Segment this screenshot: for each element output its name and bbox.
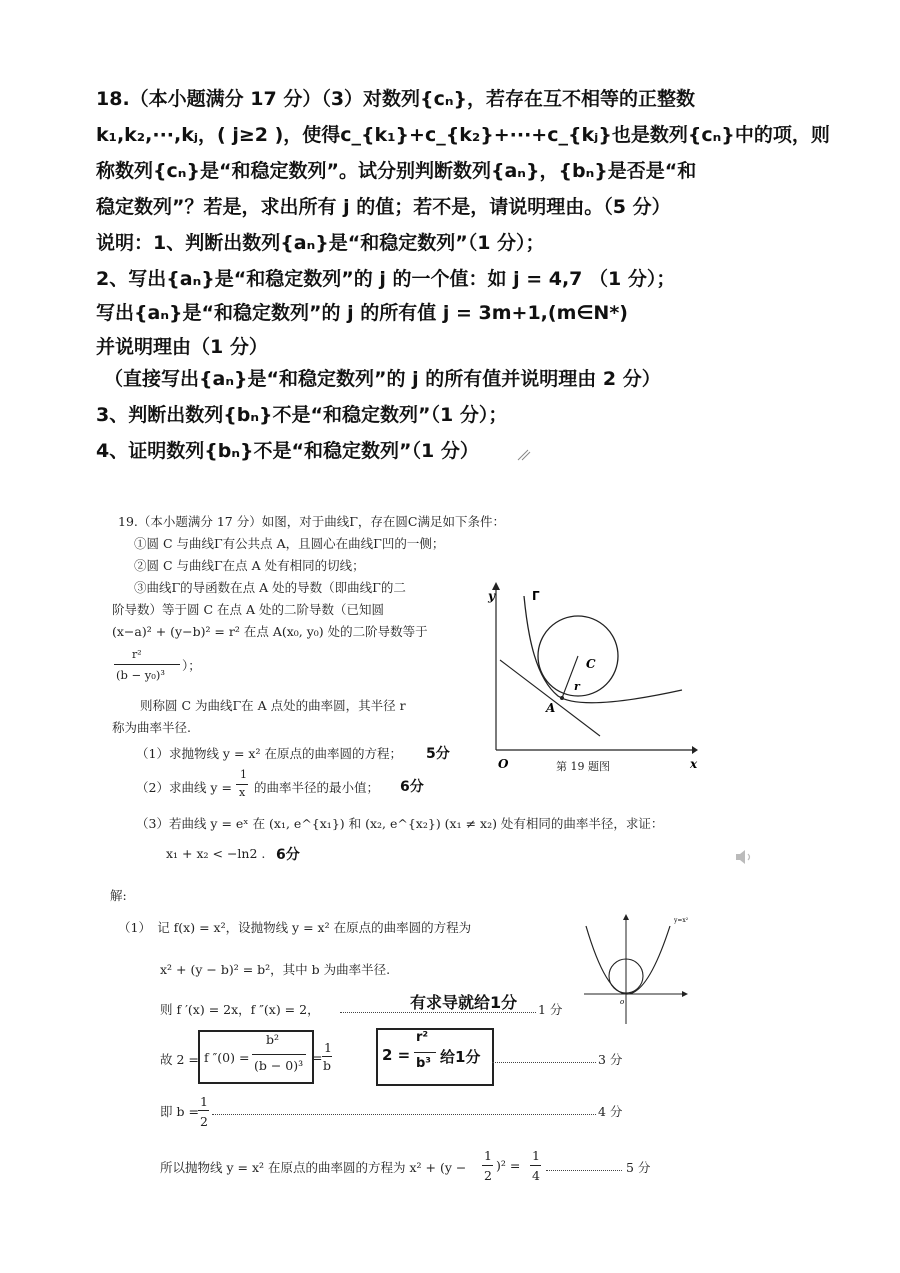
solution-score-4: 5 分: [626, 1160, 651, 1175]
q19-part-1-score: 5分: [426, 746, 450, 762]
q19-fraction-tail: ）；: [182, 658, 201, 673]
solution-line-6b: )² =: [496, 1158, 521, 1173]
solution-line-2: x² + (y − b)² = b²，其中 b 为曲率半径.: [160, 962, 391, 977]
q19-part-1: （1）求抛物线 y = x² 在原点的曲率圆的方程；: [136, 746, 402, 761]
solution-line-6a: 所以抛物线 y = x² 在原点的曲率圆的方程为 x² + (y −: [160, 1160, 467, 1175]
solution-eq: =: [312, 1050, 323, 1065]
q18-line-5: 说明：1、判断出数列{aₙ}是“和稳定数列”（1 分）；: [96, 232, 545, 254]
solution-box-1-num: b²: [266, 1032, 280, 1047]
solution-box-1-bar: [252, 1054, 306, 1055]
q19-line-9: 称为曲率半径.: [112, 720, 191, 735]
solution-box-1-den: (b − 0)³: [254, 1058, 304, 1073]
solution-note-1: 有求导就给1分: [410, 993, 518, 1012]
fig-r-label: r: [574, 680, 580, 693]
q19-part-2a: （2）求曲线 y =: [136, 780, 232, 795]
q18-line-2: k₁,k₂,···,kⱼ，( j≥2 )，使得c_{k₁}+c_{k₂}+···+c_{kⱼ}也是数列{cₙ}中的项，则: [96, 124, 830, 146]
solution-line-1: （1） 记 f(x) = x²，设抛物线 y = x² 在原点的曲率圆的方程为: [118, 920, 472, 935]
solution-score-3: 4 分: [598, 1104, 623, 1119]
q18-line-8: 并说明理由（1 分）: [96, 336, 268, 358]
q18-line-10: 3、判断出数列{bₙ}不是“和稳定数列”（1 分）；: [96, 404, 508, 426]
q18-line-1: 18.（本小题满分 17 分）（3）对数列{cₙ}，若存在互不相等的正整数: [96, 88, 696, 110]
speaker-icon[interactable]: [734, 848, 754, 866]
fig-c-label: C: [586, 657, 596, 671]
q19-line-2: ①圆 C 与曲线Γ有公共点 A，且圆心在曲线Γ凹的一侧；: [134, 536, 445, 551]
solution-final-den2: 4: [532, 1168, 540, 1183]
solution-parabola-figure: [574, 912, 690, 1032]
q19-part-2b: 的曲率半径的最小值；: [254, 780, 380, 795]
solution-score-1: 1 分: [538, 1002, 563, 1017]
solution-b-den: 2: [200, 1114, 208, 1129]
q19-part-3b: x₁ + x₂ < −ln2 .: [166, 846, 266, 861]
solution-line-5a: 即 b =: [160, 1104, 199, 1119]
solution-dots-4: [546, 1170, 622, 1171]
q19-part-2-den: x: [239, 786, 246, 799]
q19-fraction-bar: [114, 664, 180, 665]
q19-line-4: ③曲线Γ的导函数在点 A 处的导数（即曲线Γ的二: [134, 580, 406, 595]
fig-x-label: x: [690, 757, 698, 771]
solution-b-bar: [198, 1110, 209, 1111]
solution-final-den: 2: [484, 1168, 492, 1183]
q19-part-2-bar: [236, 784, 248, 785]
q19-line-6: (x−a)² + (y−b)² = r² 在点 A(x₀, y₀) 处的二阶导数等于: [112, 624, 428, 639]
solution-dots-2: [492, 1062, 596, 1063]
q18-line-4: 稳定数列”？若是，求出所有 j 的值；若不是，请说明理由。（5 分）: [96, 196, 671, 218]
solution-final-num2: 1: [532, 1148, 540, 1163]
solution-final-num: 1: [484, 1148, 492, 1163]
mini-fig-origin: o: [620, 998, 625, 1006]
solution-frac2-num: 1: [324, 1040, 332, 1055]
solution-frac2-bar: [322, 1056, 332, 1057]
solution-line-3: 则 f ′(x) = 2x，f ″(x) = 2，: [160, 1002, 320, 1017]
solution-box-2-den: b³: [416, 1056, 431, 1071]
solution-head: 解:: [110, 888, 127, 903]
q18-line-3: 称数列{cₙ}是“和稳定数列”。试分别判断数列{aₙ}，{bₙ}是否是“和: [96, 160, 697, 182]
solution-final-bar2: [530, 1165, 541, 1166]
q18-line-11: 4、证明数列{bₙ}不是“和稳定数列”（1 分）: [96, 440, 479, 462]
q19-part-3-score: 6分: [276, 847, 300, 863]
fig-gamma-label: Γ: [532, 589, 540, 603]
q19-line-1: 19.（本小题满分 17 分）如图，对于曲线Γ，存在圆C满足如下条件：: [118, 514, 505, 529]
solution-line-4a: 故 2 =: [160, 1052, 199, 1067]
solution-box-1-text: f ″(0) =: [204, 1050, 250, 1065]
solution-score-2: 3 分: [598, 1052, 623, 1067]
q19-part-2-score: 6分: [400, 779, 424, 795]
q19-fraction-den: (b − y₀)³: [116, 668, 165, 682]
q19-part-2-num: 1: [240, 768, 247, 781]
q19-figure-caption: 第 19 题图: [556, 760, 610, 773]
fig-y-label: y: [488, 589, 495, 603]
q19-fraction-num: r²: [132, 648, 142, 661]
solution-dots-3: [212, 1114, 596, 1115]
q18-line-9: （直接写出{aₙ}是“和稳定数列”的 j 的所有值并说明理由 2 分）: [104, 368, 661, 390]
solution-final-bar: [482, 1165, 493, 1166]
solution-box-2-bar: [414, 1052, 436, 1053]
q19-line-8: 则称圆 C 为曲线Γ在 A 点处的曲率圆，其半径 r: [140, 698, 406, 713]
q18-line-6: 2、写出{aₙ}是“和稳定数列”的 j 的一个值：如 j = 4,7 （1 分）；: [96, 268, 676, 290]
pen-mark-icon: [516, 448, 532, 462]
mini-fig-label: y=x²: [674, 917, 689, 924]
solution-box-2-b: 给1分: [440, 1048, 481, 1066]
solution-box-2-a: 2 =: [382, 1046, 411, 1064]
solution-b-num: 1: [200, 1094, 208, 1109]
q19-line-5: 阶导数）等于圆 C 在点 A 处的二阶导数（已知圆: [112, 602, 384, 617]
solution-frac2-den: b: [323, 1058, 332, 1073]
fig-origin-label: O: [498, 757, 509, 771]
q19-figure: [470, 578, 700, 778]
fig-a-label: A: [546, 701, 556, 715]
solution-box-2-num: r²: [416, 1030, 429, 1045]
q19-part-3: （3）若曲线 y = eˣ 在 (x₁, e^{x₁}) 和 (x₂, e^{x₂}) (x₁ ≠ x₂) 处有相同的曲率半径，求证：: [136, 816, 664, 831]
q19-line-3: ②圆 C 与曲线Γ在点 A 处有相同的切线；: [134, 558, 365, 573]
q18-line-7: 写出{aₙ}是“和稳定数列”的 j 的所有值 j = 3m+1,(m∈N*): [96, 302, 628, 324]
